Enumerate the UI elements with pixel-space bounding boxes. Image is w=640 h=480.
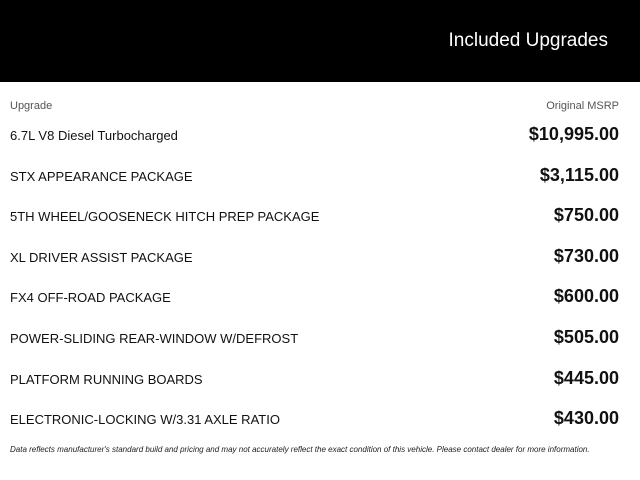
upgrade-price: $445.00 [553, 367, 619, 388]
upgrade-name: PLATFORM RUNNING BOARDS [10, 371, 203, 387]
upgrade-price: $430.00 [553, 408, 619, 429]
upgrade-name: XL DRIVER ASSIST PACKAGE [10, 249, 193, 265]
upgrade-name: ELECTRONIC-LOCKING W/3.31 AXLE RATIO [10, 412, 280, 428]
disclaimer-text: Data reflects manufacturer's standard build and pricing and may not accurately reflect the exact condition of this vehicle. Please contact dealer for more information. [10, 445, 590, 454]
upgrade-price: $10,995.00 [528, 124, 619, 144]
table-row [10, 237, 619, 278]
column-header-upgrade: Upgrade [10, 100, 53, 112]
upgrade-price: $730.00 [553, 245, 619, 266]
page-title: Included Upgrades [448, 30, 608, 51]
upgrade-name: 5TH WHEEL/GOOSENECK HITCH PREP PACKAGE [10, 209, 320, 225]
table-row [10, 196, 619, 237]
table-row [10, 277, 619, 318]
upgrade-name: STX APPEARANCE PACKAGE [10, 168, 193, 184]
table-header [10, 100, 619, 114]
upgrade-price: $3,115.00 [539, 164, 619, 185]
upgrades-table [10, 115, 619, 440]
upgrade-price: $750.00 [553, 205, 619, 226]
table-row [10, 359, 619, 400]
column-header-msrp: Original MSRP [546, 100, 619, 112]
table-row [10, 156, 619, 197]
header-banner [0, 0, 640, 82]
upgrade-name: 6.7L V8 Diesel Turbocharged [10, 128, 178, 143]
table-row [10, 318, 619, 359]
upgrade-price: $600.00 [553, 286, 619, 307]
upgrade-name: FX4 OFF-ROAD PACKAGE [10, 290, 171, 306]
upgrade-price: $505.00 [553, 326, 619, 347]
table-row [10, 399, 619, 440]
upgrade-name: POWER-SLIDING REAR-WINDOW W/DEFROST [10, 330, 299, 346]
table-row [10, 115, 619, 156]
